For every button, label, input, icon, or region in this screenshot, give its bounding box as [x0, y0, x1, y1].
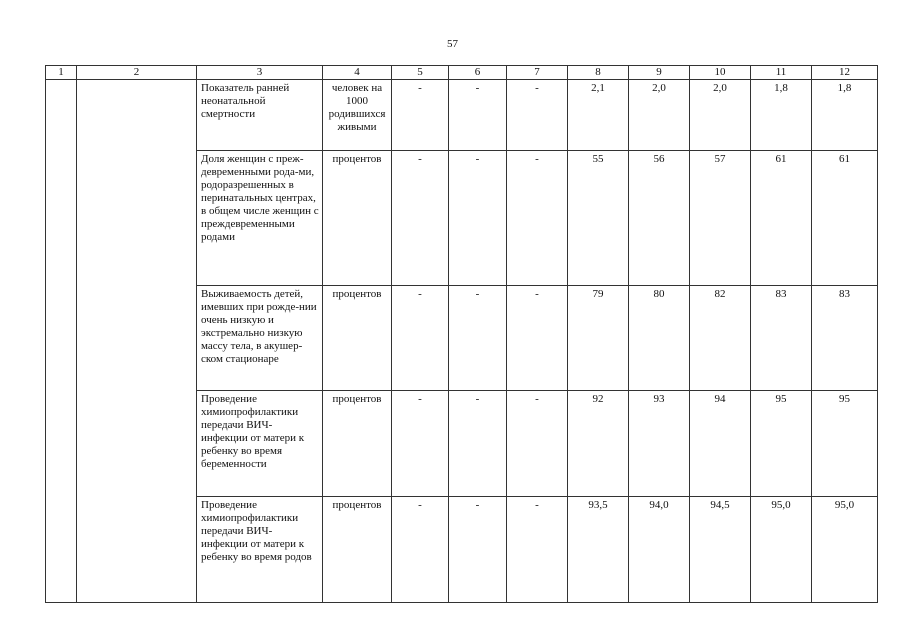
value-cell: - [392, 286, 449, 391]
value-cell: 92 [568, 391, 629, 497]
column-header: 3 [197, 66, 323, 80]
value-cell: 79 [568, 286, 629, 391]
value-cell: - [449, 151, 507, 286]
value-cell: 1,8 [751, 80, 812, 151]
column-header: 12 [812, 66, 878, 80]
value-cell: 2,0 [690, 80, 751, 151]
indicator-name: Доля женщин с преж-девременными рода-ми, родоразрешенных в перинатальных центрах, в общем числе женщин с преждевременными родами [197, 151, 323, 286]
value-cell: 83 [751, 286, 812, 391]
value-cell: 94,5 [690, 497, 751, 603]
indicator-name: Показатель ранней неонатальной смертности [197, 80, 323, 151]
value-cell: 82 [690, 286, 751, 391]
value-cell: 80 [629, 286, 690, 391]
value-cell: 1,8 [812, 80, 878, 151]
value-cell: - [449, 391, 507, 497]
value-cell: - [507, 151, 568, 286]
value-cell: - [507, 497, 568, 603]
unit-cell: человек на 1000 родившихся живыми [323, 80, 392, 151]
column-header: 8 [568, 66, 629, 80]
column-number-row [46, 66, 878, 80]
value-cell: 95,0 [751, 497, 812, 603]
value-cell: 93 [629, 391, 690, 497]
value-cell: - [392, 151, 449, 286]
value-cell: 93,5 [568, 497, 629, 603]
unit-cell: процентов [323, 151, 392, 286]
column-header: 2 [77, 66, 197, 80]
value-cell: 83 [812, 286, 878, 391]
unit-cell: процентов [323, 391, 392, 497]
column-header: 6 [449, 66, 507, 80]
value-cell: - [507, 391, 568, 497]
value-cell: - [392, 391, 449, 497]
column-header: 7 [507, 66, 568, 80]
column-header: 1 [46, 66, 77, 80]
indicators-table [45, 65, 878, 603]
value-cell: - [507, 286, 568, 391]
value-cell: 95 [751, 391, 812, 497]
value-cell: - [449, 286, 507, 391]
value-cell: - [507, 80, 568, 151]
column-header: 5 [392, 66, 449, 80]
unit-cell: процентов [323, 497, 392, 603]
value-cell: 61 [812, 151, 878, 286]
indicator-name: Проведение химиопрофилактики передачи ВИЧ-инфекции от матери к ребенку во время беременности [197, 391, 323, 497]
unit-cell: процентов [323, 286, 392, 391]
value-cell: 57 [690, 151, 751, 286]
empty-cell-col2 [77, 80, 197, 603]
value-cell: 94,0 [629, 497, 690, 603]
value-cell: 55 [568, 151, 629, 286]
value-cell: 56 [629, 151, 690, 286]
table-row [46, 80, 878, 151]
indicator-name: Проведение химиопрофилактики передачи ВИЧ-инфекции от матери к ребенку во время родов [197, 497, 323, 603]
value-cell: - [392, 497, 449, 603]
value-cell: - [449, 80, 507, 151]
value-cell: 61 [751, 151, 812, 286]
value-cell: 94 [690, 391, 751, 497]
column-header: 11 [751, 66, 812, 80]
value-cell: 2,1 [568, 80, 629, 151]
value-cell: 2,0 [629, 80, 690, 151]
value-cell: 95,0 [812, 497, 878, 603]
page-number: 57 [447, 38, 458, 50]
column-header: 4 [323, 66, 392, 80]
value-cell: 95 [812, 391, 878, 497]
value-cell: - [449, 497, 507, 603]
empty-cell-col1 [46, 80, 77, 603]
value-cell: - [392, 80, 449, 151]
column-header: 9 [629, 66, 690, 80]
column-header: 10 [690, 66, 751, 80]
indicator-name: Выживаемость детей, имевших при рожде-нии очень низкую и экстремально низкую массу тела, в акушер-ском стационаре [197, 286, 323, 391]
